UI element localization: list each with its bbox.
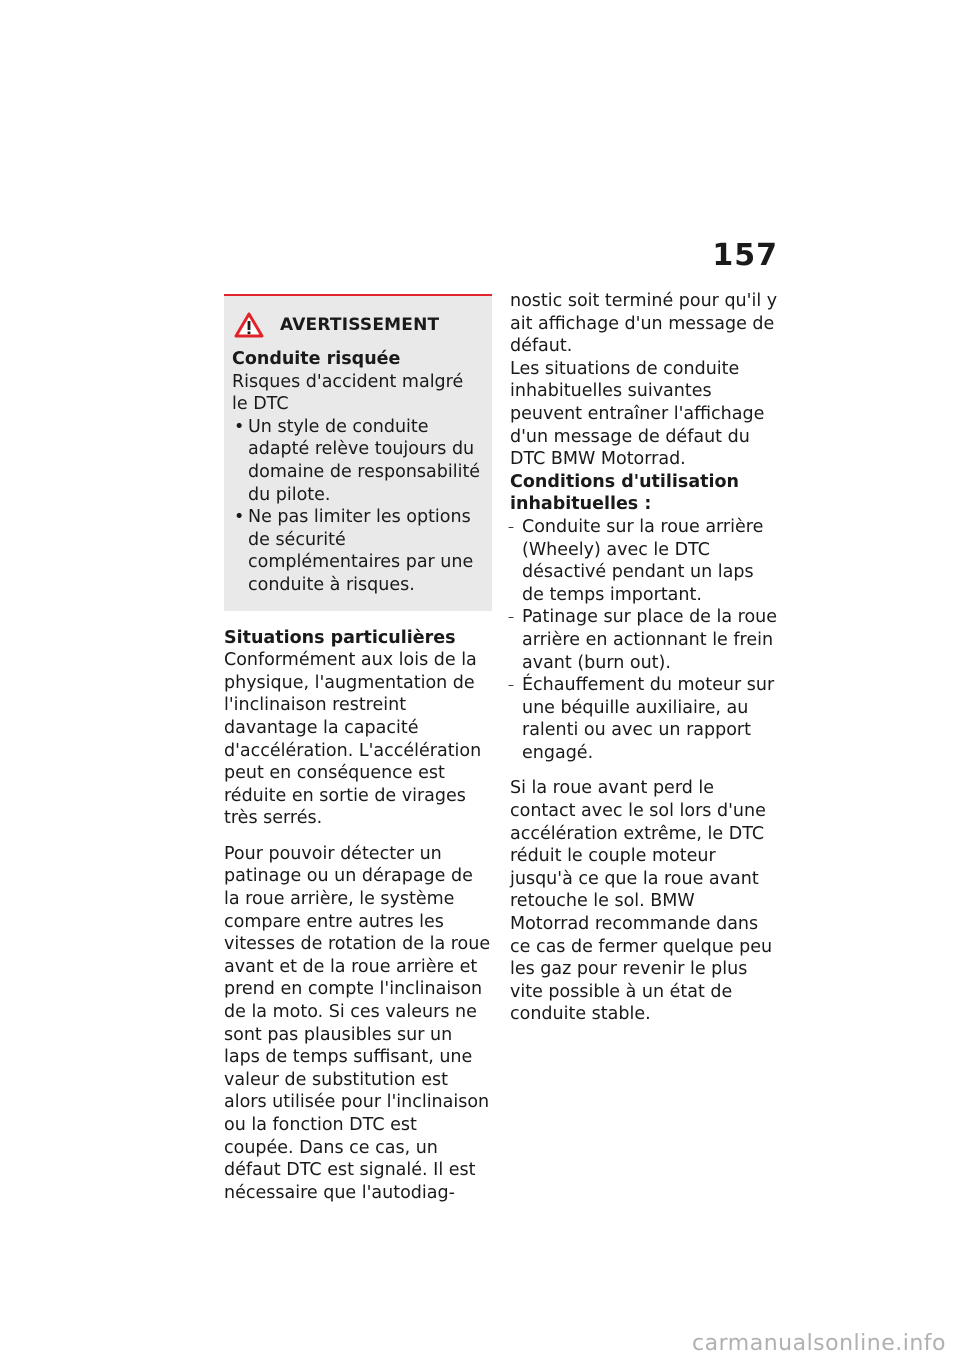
paragraph: nostic soit terminé pour qu'il y ait affichage d'un message de défaut. <box>510 291 778 357</box>
page-number: 157 <box>712 238 778 273</box>
watermark: carmanualsonline.info <box>692 1331 946 1356</box>
conditions-list <box>510 516 778 765</box>
conditions-title: Conditions d'utilisation inhabituelles : <box>510 471 739 515</box>
list-item: – Conduite sur la roue arrière (Wheely) avec le DTC désactivé pendant un laps de temps important. <box>510 516 778 606</box>
left-column <box>224 294 492 1204</box>
section-title: Situations particulières <box>224 627 456 648</box>
warning-triangle-icon <box>234 312 264 338</box>
warning-bullet: • Ne pas limiter les options de sécurité complémentaires par une conduite à risques. <box>232 506 484 596</box>
list-item: – Patinage sur place de la roue arrière en actionnant le frein avant (burn out). <box>510 606 778 674</box>
paragraph: Conformément aux lois de la physique, l'augmentation de l'inclinaison restreint davantage la capacité d'accélération. L'accélération peut en conséquence est réduite en sortie de virages très serrés. <box>224 650 482 829</box>
warning-bullets <box>232 416 484 597</box>
paragraph: Pour pouvoir détecter un patinage ou un dérapage de la roue arrière, le système compare entre autres les vitesses de rotation de la roue avant et de la roue arrière et prend en compte l'inclinaison de la moto. Si ces valeurs ne sont pas plausibles sur un laps de temps suffisant, une valeur de substitution est alors utilisée pour l'inclinaison ou la fonction DTC est coupée. Dans ce cas, un défaut DTC est signalé. Il est nécessaire que l'autodiag- <box>224 843 491 1203</box>
warning-heading: Conduite risquée <box>232 349 401 369</box>
warning-box <box>224 294 492 611</box>
warning-header <box>232 312 484 338</box>
warning-bullet: • Un style de conduite adapté relève toujours du domaine de responsabilité du pilote. <box>232 416 484 506</box>
right-column <box>510 290 778 1026</box>
warning-title: AVERTISSEMENT <box>280 314 440 335</box>
list-item: – Échauffement du moteur sur une béquille auxiliaire, au ralenti ou avec un rapport engagé. <box>510 674 778 764</box>
paragraph: Les situations de conduite inhabituelles suivantes peuvent entraîner l'affichage d'un message de défaut du DTC BMW Motorrad. <box>510 358 765 470</box>
warning-intro: Risques d'accident malgré le DTC <box>232 371 464 415</box>
paragraph: Si la roue avant perd le contact avec le sol lors d'une accélération extrême, le DTC réduit le couple moteur jusqu'à ce que la roue avant retouche le sol. BMW Motorrad recommande dans ce cas de fermer quelque peu les gaz pour revenir le plus vite possible à un état de conduite stable. <box>510 778 773 1025</box>
